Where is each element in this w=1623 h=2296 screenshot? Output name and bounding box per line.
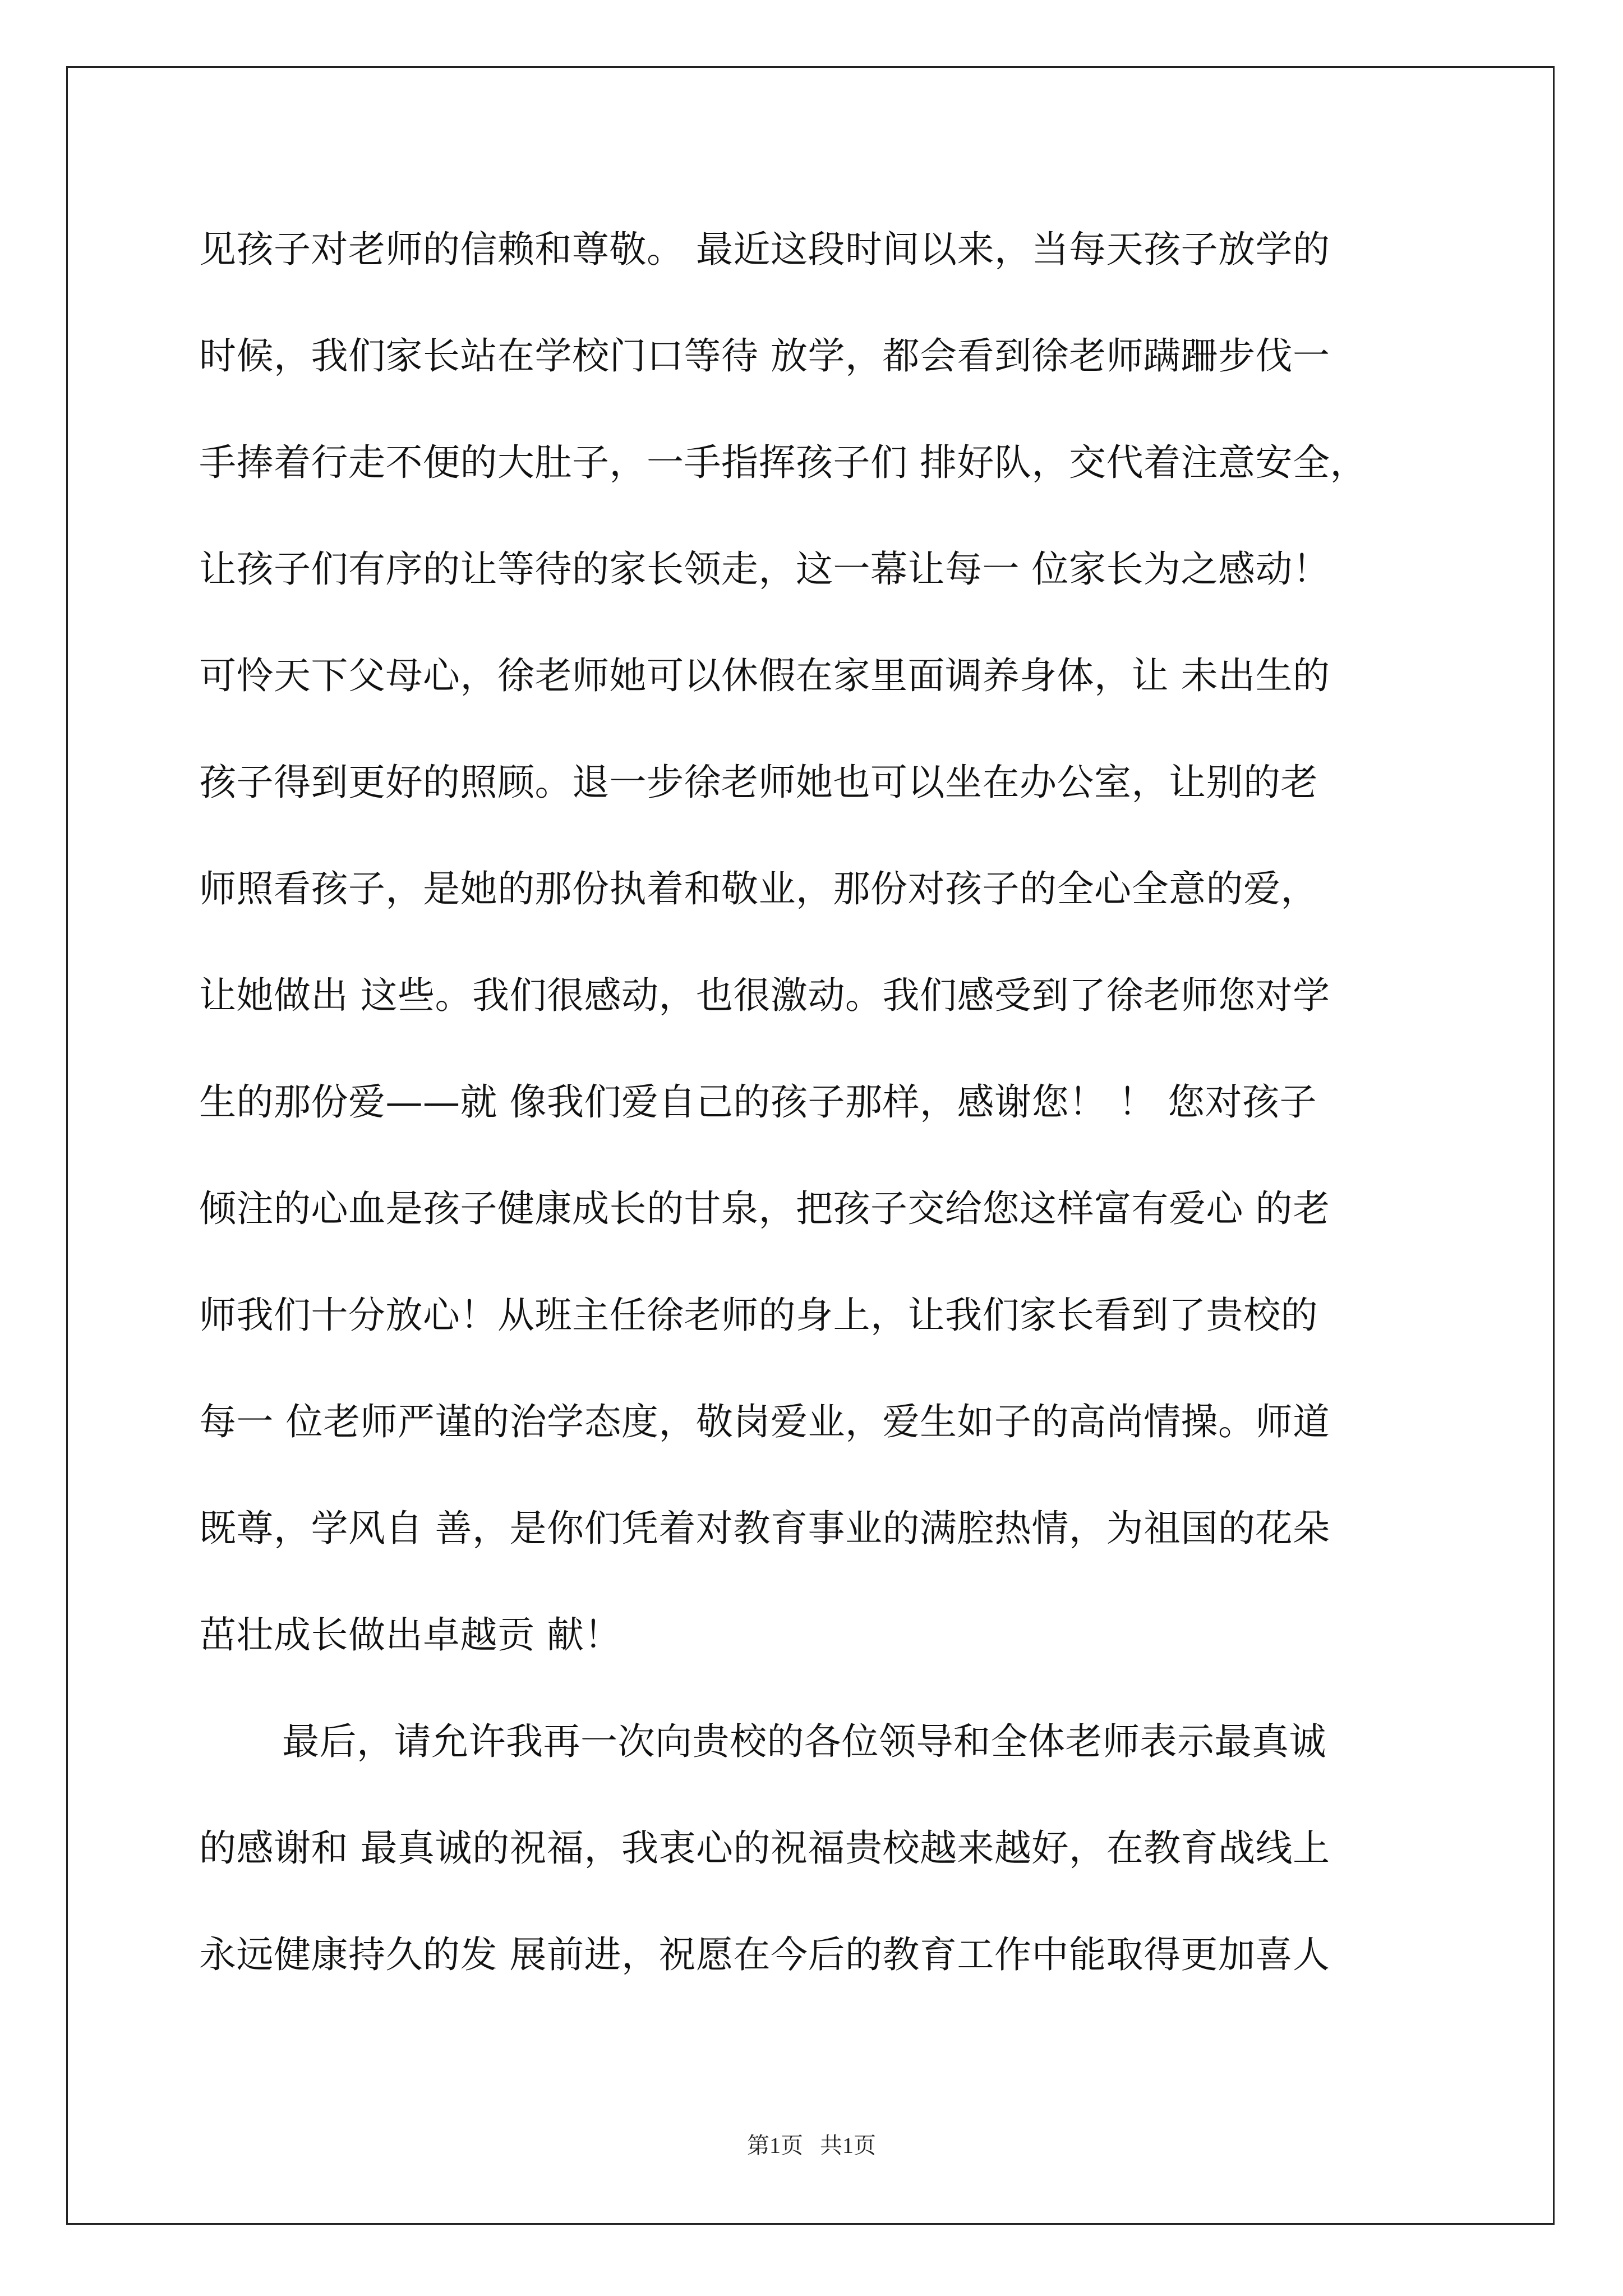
text-line: 生的那份爱——就 像我们爱自己的孩子那样，感谢您！ ！ 您对孩子 [199,1080,1317,1124]
paragraph-start-line: 最后，请允许我再一次向贵校的各位领导和全体老师表示最真诚 [282,1720,1326,1763]
text-line: 时候，我们家长站在学校门口等待 放学，都会看到徐老师蹒跚步伐一 [199,334,1330,378]
text-line: 师照看孩子，是她的那份执着和敬业，那份对孩子的全心全意的爱， [199,867,1318,910]
text-line: 让孩子们有序的让等待的家长领走，这一幕让每一 位家长为之感动！ [199,547,1330,591]
text-line: 手捧着行走不便的大肚子，一手指挥孩子们 排好队，交代着注意安全， [199,441,1367,484]
text-line: 的感谢和 最真诚的祝福，我衷心的祝福贵校越来越好，在教育战线上 [199,1826,1330,1870]
document-body [199,213,1455,2025]
text-line: 见孩子对老师的信赖和尊敬。 最近这段时间以来，当每天孩子放学的 [199,228,1330,271]
text-line: 倾注的心血是孩子健康成长的甘泉，把孩子交给您这样富有爱心 的老 [199,1187,1330,1230]
text-line: 孩子得到更好的照顾。退一步徐老师她也可以坐在办公室，让别的老 [199,761,1318,804]
page-footer: 第1页 共1页 [747,2133,876,2158]
text-line: 永远健康持久的发 展前进，祝愿在今后的教育工作中能取得更加喜人 [199,1933,1330,1976]
text-line: 茁壮成长做出卓越贡 献！ [199,1613,621,1657]
text-line: 让她做出 这些。我们很感动，也很激动。我们感受到了徐老师您对学 [199,974,1330,1017]
text-line: 可怜天下父母心，徐老师她可以休假在家里面调养身体，让 未出生的 [199,654,1330,697]
text-line: 既尊，学风自 善，是你们凭着对教育事业的满腔热情，为祖国的花朵 [199,1507,1330,1550]
text-line: 师我们十分放心！从班主任徐老师的身上，让我们家长看到了贵校的 [199,1294,1318,1337]
text-line: 每一 位老师严谨的治学态度，敬岗爱业，爱生如子的高尚情操。师道 [199,1400,1330,1443]
